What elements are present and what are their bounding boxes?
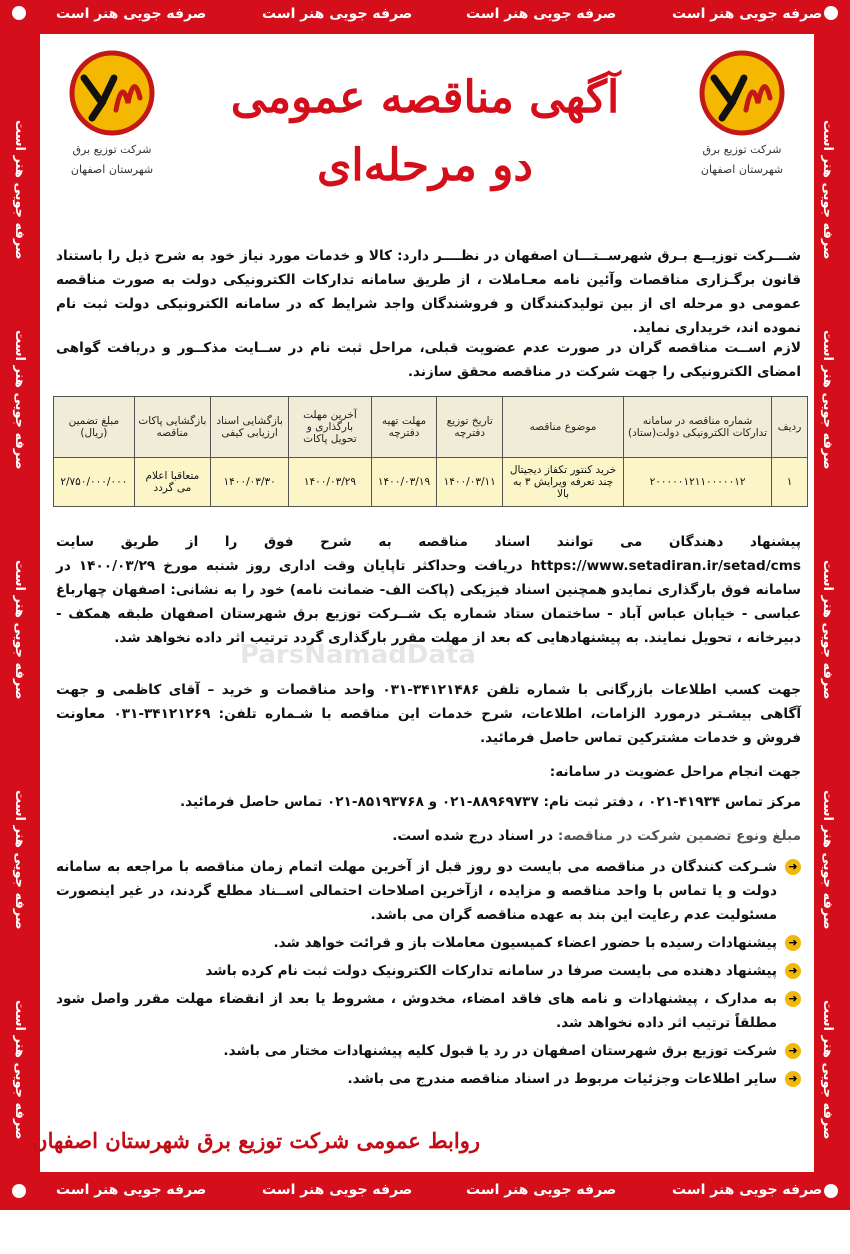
table-cell: ۱	[772, 458, 808, 507]
call-center-paragraph: مرکز تماس ۴۱۹۳۴-۰۲۱ ، دفتر ثبت نام: ۸۸۹۶۹۷۳۷-۰۲۱ و ۸۵۱۹۳۷۶۸-۰۲۱ تماس حاصل فرمائید.	[179, 794, 801, 810]
list-item	[56, 959, 801, 983]
corner-dot	[12, 6, 26, 20]
band-text: صرفه جویی هنر است	[820, 560, 835, 700]
table-cell: خرید کنتور تکفاز دیجیتال چند تعرفه ویرایش ۳ به بالا	[503, 458, 624, 507]
arrow-icon: ➜	[785, 935, 801, 951]
arrow-icon: ➜	[785, 963, 801, 979]
table-cell: متعاقبا اعلام می گردد	[134, 458, 210, 507]
band-text: صرفه جویی هنر است	[56, 1182, 207, 1198]
table-header: آخرین مهلت بارگذاری و تحویل پاکات	[289, 397, 371, 458]
arrow-icon: ➜	[785, 859, 801, 875]
list-item	[56, 855, 801, 927]
table-header: مبلغ تضمین (ریال)	[54, 397, 135, 458]
band-text: صرفه جویی هنر است	[12, 790, 27, 930]
tender-table	[53, 396, 808, 507]
list-item-text: پیشنهادات رسیده با حضور اعضاء کمیسیون معاملات باز و قرائت خواهد شد.	[273, 935, 777, 951]
guarantee-text: در اسناد درج شده است.	[392, 828, 554, 844]
list-item-text: به مدارک ، پیشنهادات و نامه های فاقد امضاء، مخدوش ، مشروط یا بعد از انقضاء مهلت مقرر واصل شود مطلقاً ترتیب اثر داده نخواهد شد.	[56, 991, 777, 1031]
company-name-line1: شرکت توزیع برق	[72, 143, 152, 156]
list-item	[56, 931, 801, 955]
table-header: بازگشایی اسناد ارزیابی کیفی	[211, 397, 289, 458]
band-text: صرفه جویی هنر است	[466, 1182, 617, 1198]
arrow-icon: ➜	[785, 1043, 801, 1059]
electricity-logo-icon	[62, 48, 162, 138]
table-cell: ۲۰۰۰۰۰۱۲۱۱۰۰۰۰۰۱۲	[624, 458, 772, 507]
band-text: صرفه جویی هنر است	[12, 120, 27, 260]
watermark: ParsNamadData	[240, 640, 476, 670]
guarantee-label: مبلغ ونوع تضمین شرکت در مناقصه:	[557, 828, 801, 844]
table-header: تاریخ توزیع دفترچه	[437, 397, 503, 458]
list-item-text: شرکت توزیع برق شهرستان اصفهان در رد یا قبول کلیه پیشنهادات مختار می باشد.	[223, 1043, 777, 1059]
table-cell: ۲/۷۵۰/۰۰۰/۰۰۰	[54, 458, 135, 507]
table-header: شماره مناقصه در سامانه تدارکات الکترونیکی دولت(ستاد)	[624, 397, 772, 458]
band-text: صرفه جویی هنر است	[820, 120, 835, 260]
band-text: صرفه جویی هنر است	[672, 6, 823, 22]
table-header: مهلت تهیه دفترچه	[371, 397, 437, 458]
corner-dot	[824, 6, 838, 20]
band-text: صرفه جویی هنر است	[12, 1000, 27, 1140]
band-text: صرفه جویی هنر است	[466, 6, 617, 22]
page-subtitle: دو مرحله‌ای	[316, 140, 534, 191]
page-title: آگهی مناقصه عمومی	[230, 72, 620, 123]
company-name-line2: شهرستان اصفهان	[70, 163, 154, 176]
arrow-icon: ➜	[785, 991, 801, 1007]
table-cell: ۱۴۰۰/۰۳/۲۹	[289, 458, 371, 507]
corner-dot	[824, 1184, 838, 1198]
company-name-line1: شرکت توزیع برق	[702, 143, 782, 156]
documents-paragraph: پیشنهاد دهندگان می توانند اسناد مناقصه به شرح فوق را از طریق سایت https://www.setadiran.ir/setad/cms دریافت وحداکثر تاپایان وقت اداری روز شنبه مورخ ۱۴۰۰/۰۳/۲۹ در سامانه فوق بارگذاری نمایدو همچنین اسناد فیزیکی (پاکت الف- ضمانت نامه) خود را به نشانی: اصفهان چهارباغ عباسی - خیابان عباس آباد - ساختمان ستاد شماره یک شــرکت توزیع برق شهرستان اصفهان طبقه همکف - دبیرخانه ، تحویل نمایند. به پیشنهادهایی که بعد از مهلت مقرر بارگذاری گردد ترتیب اثر داده نخواهد شد.	[56, 534, 801, 646]
conditions-list	[56, 855, 801, 1095]
electricity-logo-icon	[692, 48, 792, 138]
guarantee-paragraph	[56, 824, 801, 848]
band-text: صرفه جویی هنر است	[262, 6, 413, 22]
table-cell: ۱۴۰۰/۰۳/۱۱	[437, 458, 503, 507]
band-text: صرفه جویی هنر است	[820, 330, 835, 470]
table-row	[54, 458, 808, 507]
band-text: صرفه جویی هنر است	[12, 560, 27, 700]
corner-dot	[12, 1184, 26, 1198]
table-header: موضوع مناقصه	[503, 397, 624, 458]
list-item-text: شـرکت کنندگان در مناقصه می بایست دو روز قبل از آخرین مهلت اتمام زمان مناقصه با مراجعه به سامانه دولت و یا تماس با واحد مناقصه و مزایده ، ازآخرین اصلاحات احتمالی اســناد مطلع گردند، در غیر اینصورت مسئولیت عدم رعایت این بند به عهده مناقصه گران می باشد.	[56, 859, 777, 923]
footer-signature: روابط عمومی شرکت توزیع برق شهرستان اصفهان	[32, 1128, 480, 1153]
band-text: صرفه جویی هنر است	[56, 6, 207, 22]
company-logo-left	[52, 48, 172, 188]
intro-paragraph-2: لازم اســت مناقصه گران در صورت عدم عضویت قبلی، مراحل ثبت نام در ســایت مذکــور و دریافت گواهی امضای الکترونیکی را جهت شرکت در مناقصه محقق سازند.	[56, 340, 801, 380]
company-name-line2: شهرستان اصفهان	[700, 163, 784, 176]
table-header: بازگشایی پاکات مناقصه	[134, 397, 210, 458]
band-text: صرفه جویی هنر است	[262, 1182, 413, 1198]
list-item-text: پیشنهاد دهنده می بایست صرفا در سامانه تدارکات الکترونیک دولت ثبت نام کرده باشد	[205, 963, 777, 979]
band-text: صرفه جویی هنر است	[820, 1000, 835, 1140]
band-text: صرفه جویی هنر است	[12, 330, 27, 470]
list-item	[56, 987, 801, 1035]
table-header: ردیف	[772, 397, 808, 458]
band-text: صرفه جویی هنر است	[672, 1182, 823, 1198]
list-item	[56, 1039, 801, 1063]
list-item-text: سایر اطلاعات وجزئیات مربوط در اسناد مناقصه مندرج می باشد.	[347, 1071, 777, 1087]
table-cell: ۱۴۰۰/۰۳/۳۰	[211, 458, 289, 507]
table-cell: ۱۴۰۰/۰۳/۱۹	[371, 458, 437, 507]
intro-paragraph: شـــرکت توزیــع بـرق شهرســتـــان اصفهان در نظــــر دارد: کالا و خدمات مورد نیاز خود به شرح ذیل را باستناد قانون برگـزاری مناقصات وآئین نامه معـاملات ، از طریق سامانه تدارکات الکترونیکی دولت به صورت مناقصه عمومی دو مرحله ای از بین تولیدکنندگان و فروشندگان واجد شرایط که در سامانه الکترونیکی دولت ثبت نام نموده اند، خریداری نماید.	[56, 248, 801, 336]
arrow-icon: ➜	[785, 1071, 801, 1087]
registration-heading: جهت انجام مراحل عضویت در سامانه:	[549, 764, 801, 780]
contact-paragraph: جهت کسب اطلاعات بازرگانی با شماره تلفن ۳۴۱۲۱۴۸۶-۰۳۱ واحد مناقصات و خرید – آقای کاظمی و جهت آگاهی بیشـتر درمورد الزامات، اطلاعات، شرح خدمات این مناقصه با شـماره تلفن: ۳۴۱۲۱۲۶۹-۰۳۱ معاونت فروش و خدمات مشترکین تماس حاصل فرمائید.	[56, 682, 802, 746]
company-logo-right	[682, 48, 802, 188]
list-item	[56, 1067, 801, 1091]
table-header-row	[54, 397, 808, 458]
band-text: صرفه جویی هنر است	[820, 790, 835, 930]
